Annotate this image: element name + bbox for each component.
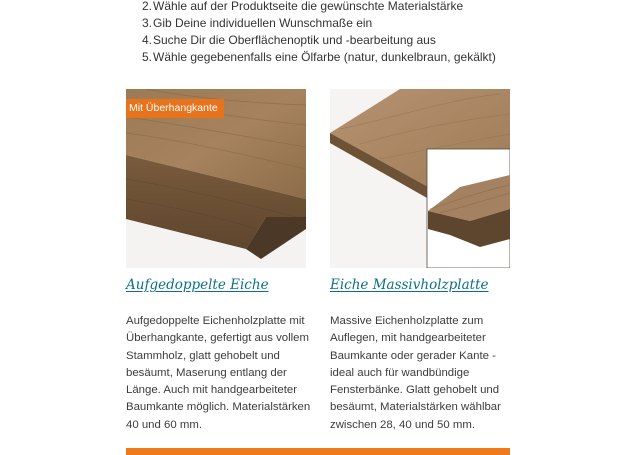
product-image-eiche-massivholzplatte[interactable]	[330, 89, 510, 268]
product-image-aufgedoppelte-eiche[interactable]	[126, 89, 306, 268]
product-description	[330, 313, 510, 434]
step-text: Wähle gegebenenfalls eine Ölfarbe (natur, dunkelbraun, gekälkt)	[153, 50, 496, 64]
step-item	[126, 32, 526, 49]
wood-board-image	[330, 89, 510, 268]
description-line: zwischen 28, 40 und 50 mm.	[330, 418, 475, 431]
description-line: 40 und 60 mm.	[126, 418, 202, 431]
description-line: Stammholz, glatt gehobelt und	[126, 349, 280, 362]
step-number: 2.	[141, 0, 152, 13]
product-description	[126, 313, 311, 434]
description-line: Überhangkante, gefertigt aus vollem	[126, 332, 309, 345]
step-item	[126, 0, 526, 15]
step-number: 5.	[141, 50, 152, 64]
product-link-eiche-massivholzplatte[interactable]: Eiche Massivholzplatte	[330, 277, 489, 293]
product-card-aufgedoppelte-eiche	[126, 89, 311, 434]
description-line: Baumkante oder gerader Kante -	[330, 349, 496, 362]
description-line: besäumt, Maserung entlang der	[126, 366, 287, 379]
description-line: Länge. Auch mit handgearbeiteter	[126, 384, 297, 397]
step-number: 3.	[141, 16, 152, 30]
step-text: Gib Deine individuellen Wunschmaße ein	[153, 16, 373, 30]
step-item	[126, 49, 526, 66]
step-text: Wähle auf der Produktseite die gewünschte Materialstärke	[153, 0, 464, 13]
description-line: Baumkante möglich. Materialstärken	[126, 401, 311, 414]
product-card-eiche-massivholzplatte	[330, 89, 510, 434]
step-number: 4.	[141, 33, 152, 47]
description-line: Aufgedoppelte Eichenholzplatte mit	[126, 315, 305, 327]
orange-cta-bar[interactable]	[126, 448, 510, 455]
step-text: Suche Dir die Oberflächenoptik und -bearbeitung aus	[153, 33, 436, 47]
description-line: Fensterbänke. Glatt gehobelt und	[330, 384, 500, 397]
product-link-aufgedoppelte-eiche[interactable]: Aufgedoppelte Eiche	[126, 277, 269, 293]
description-line: ideal auch für wandbündige	[330, 366, 470, 379]
step-item	[126, 15, 526, 32]
description-line: besäumt, Materialstärken wählbar	[330, 401, 501, 414]
description-line: Massive Eichenholzplatte zum	[330, 315, 484, 327]
badge-ueberhangkante: Mit Überhangkante	[126, 99, 224, 118]
instruction-steps	[126, 0, 526, 66]
description-line: Auflegen, mit handgearbeiteter	[330, 332, 486, 345]
